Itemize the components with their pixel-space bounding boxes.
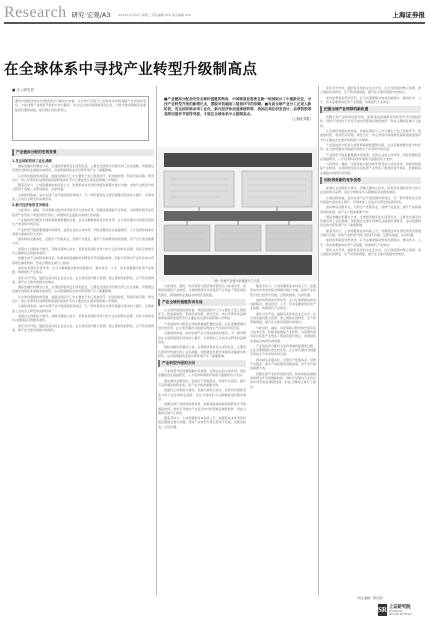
paragraph: 产业转型升级需要遵循市场规律，发挥企业的主体作用，同时需要政府在基础研究、人才培养和制度环境等方面提供有力支持。 [320,152,421,161]
paragraph: 产业链的再分配是全球资源重新配置的过程，企业需要根据自身比较优势，在全球范围内寻找最有利的生产布局和市场空间。 [250,343,316,357]
paragraph: 推动制造业服务化，发展生产性服务业，延伸产业链条，提升产品和服务的附加值，是产业升级的重要方向。 [12,237,154,246]
abstract-box [164,97,313,145]
publisher-logo [378,602,414,618]
lead-text: 要把中国经济放在世界经济的大格局中来看，从全球产业链分工的视角来审视我国产业结构的变化，才能找准产业转型升级的方向与路径。本文从全球价值链的演变出发，分析当前我国制造业面临的机遇和挑战，提出相应的政策建议。 [15,99,146,112]
paragraph: 加强自主创新能力建设，突破关键核心技术，培育具有国际竞争力的大企业和知名品牌，是在全球体系中占据制高点的根本途径。 [12,313,154,323]
paragraph: 国际金融危机爆发以来，全球经济格局发生深刻变化，主要发达国家纷纷提出再工业化战略，试图通过发展先进制造业重振实体经济，这对我国制造业的外部环境产生了重要影响。 [12,285,154,294]
paragraph: 把握全球产业转移的新趋势，积极承接高端制造和研发环节的国际转移，同时引导国内产业有序向中西部地区梯度转移，形成合理的区域分工格局。 [250,371,316,389]
paragraph: 从国际经验看，成功实现产业升级的国家和地区，无一例外都是在全球价值链中逐步向上攀升，从简单加工走向自主研发和品牌创造。 [320,195,421,204]
paragraph: 加强自主创新能力建设，突破关键核心技术，培育具有国际竞争力的大企业和知名品牌，是在全球体系中占据制高点的根本途径。 [158,388,246,401]
paragraph: 从全球价值链的角度看，我国在国际分工中主要处于加工组装环节，附加值较低，利润空间有限。研发设计、核心零部件和品牌营销等高附加值环节仍主要由发达国家的跨国公司掌控。 [158,307,246,321]
paragraph: 从全球价值链的角度看，我国在国际分工中主要处于加工组装环节，附加值较低，利润空间有限。研发设计、核心零部件和品牌营销等高附加值环节仍主要由发达国家的跨国公司掌控。 [320,129,421,142]
paragraph: 随着劳动力、土地等要素成本持续上升，依靠低成本优势的传统发展模式难以为继，加快产业转型升级已经刻不容缓，这既是挑战，也是机遇。 [250,284,316,297]
abstract-signature: （上海证券报） [289,117,313,121]
paragraph: 深化对外开放，鼓励有条件的企业走出去，在全球范围内整合资源，建立国际化的研发、生产和营销网络，提升在全球价值链中的地位。 [320,247,421,257]
section-heading: 产业链再分配的宏观背景 [12,149,154,156]
paragraph: 随着劳动力、土地等要素成本持续上升，依靠低成本优势的传统发展模式难以为继，加快产业转型升级已经刻不容缓，这既是挑战，也是机遇。 [320,228,421,238]
logo-subtitle: SHANGHAI SECURITIES NEWS [388,609,412,616]
column-4 [320,86,421,601]
minor-heading: 1.发达国家的再工业化战略 [12,159,52,163]
paragraph: 加快培育新的竞争优势，应当从要素驱动转向创新驱动，推动技术、人才、资本等要素向优势产业集聚，构建现代产业体系。 [320,238,421,247]
paragraph: 推动制造业服务化，发展生产性服务业，延伸产业链条，提升产品和服务的附加值，是产业升级的重要方向。 [320,205,421,214]
paragraph: 从国际经验看，成功实现产业升级的国家和地区，无一例外都是在全球价值链中逐步向上攀升，从简单加工走向自主研发和品牌创造。 [12,304,154,313]
paragraph: 从国际经验看，成功实现产业升级的国家和地区，无一例外都是在全球价值链中逐步向上攀升，从简单加工走向自主研发和品牌创造。 [158,331,246,344]
paragraph: 与此同时，越南、印度等新兴经济体凭借劳动力成本优势，积极承接国际产业转移，对我国传统劳动密集型产业形成了明显的替代效应，我国制造业面临双向挤压的局面。 [320,162,421,175]
editor-note: （责任编辑：研究部） [355,596,386,600]
paragraph: 把握全球产业转移的新趋势，积极承接高端制造和研发环节的国际转移，同时引导国内产业有序向中西部地区梯度转移，形成合理的区域分工格局。 [158,402,246,415]
paragraph: 深化对外开放，鼓励有条件的企业走出去，在全球范围内整合资源，建立国际化的研发、生产和营销网络，提升在全球价值链中的地位。 [12,323,154,332]
dateline: 2012年4月24日 星期二 责任编辑 XXX 美术编辑 XXX [118,13,191,17]
paragraph: 加快培育新的竞争优势，应当从要素驱动转向创新驱动，推动技术、人才、资本等要素向优势产业集聚，构建现代产业体系。 [320,95,421,104]
paragraph: 加快培育新的竞争优势，应当从要素驱动转向创新驱动，推动技术、人才、资本等要素向优势产业集聚，构建现代产业体系。 [12,265,154,275]
paragraph: 国际金融危机爆发以来，全球经济格局发生深刻变化，主要发达国家纷纷提出再工业化战略，试图通过发展先进制造业重振实体经济，这对我国制造业的外部环境产生了重要影响。 [12,164,154,173]
paragraph: 把握全球产业转移的新趋势，积极承接高端制造和研发环节的国际转移，同时引导国内产业有序向中西部地区梯度转移，形成合理的区域分工格局。 [12,256,154,265]
article-figure [158,147,318,281]
paragraph: 把握全球产业转移的新趋势，积极承接高端制造和研发环节的国际转移，同时引导国内产业有序向中西部地区梯度转移，形成合理的区域分工格局。 [320,115,421,128]
section-heading: 加快培育新的竞争优势 [320,177,421,184]
article-byline: ■ 文 / 研究员 [12,88,34,92]
paragraph: 随着劳动力、土地等要素成本持续上升，依靠低成本优势的传统发展模式难以为继，加快产业转型升级已经刻不容缓，这既是挑战，也是机遇。 [12,183,154,192]
paragraph: 从全球价值链的角度看，我国在国际分工中主要处于加工组装环节，附加值较低，利润空间有限。研发设计、核心零部件和品牌营销等高附加值环节仍主要由发达国家的跨国公司掌控。 [12,173,154,182]
article-headline: 在全球体系中寻找产业转型升级制高点 [4,62,258,78]
paragraph: 深化对外开放，鼓励有条件的企业走出去，在全球范围内整合资源，建立国际化的研发、生产和营销网络，提升在全球价值链中的地位。 [12,275,154,284]
paragraph: 产业转型升级需要遵循市场规律，发挥企业的主体作用，同时需要政府在基础研究、人才培养和制度环境等方面提供有力支持。 [12,227,154,236]
paragraph: 产业链的再分配是全球资源重新配置的过程，企业需要根据自身比较优势，在全球范围内寻找最有利的生产布局和市场空间。 [12,217,154,227]
section-heading: 产业全球价值链的再布局 [158,299,246,306]
masthead-rule [4,22,425,24]
masthead [4,3,425,21]
paragraph: 推动制造业服务化，发展生产性服务业，延伸产业链条，提升产品和服务的附加值，是产业升级的重要方向。 [250,357,316,371]
abstract-text: ■产业链再分配会改变全球价值链的格局，中国制造业需要在新一轮国际分工中重新定位，寻找产业转型升级的新增长点，摆脱对低端加工组装环节的依赖。■当前全球产业分工正进入新阶段，发达国家推动再工业化，新兴经济体加速承接转移，我国必须在研发设计、品牌营销等高附加值环节取得突破，才能在全球体系中占据制高点。 [164,97,312,116]
section-heading: 把握全球产业转移的新机遇 [320,106,421,113]
brand-title: Research [4,4,67,21]
paragraph: 推动制造业服务化，发展生产性服务业，延伸产业链条，提升产品和服务的附加值，是产业升级的重要方向。 [158,378,246,388]
section-label: 研究·宏观/A3 [71,11,111,19]
paragraph: 深化对外开放，鼓励有条件的企业走出去，在全球范围内整合资源，建立国际化的研发、生产和营销网络，提升在全球价值链中的地位。 [320,86,421,95]
column-divider [318,86,319,596]
column-3 [250,284,316,584]
paragraph: 加强自主创新能力建设，突破关键核心技术，培育具有国际竞争力的大企业和知名品牌，是在全球体系中占据制高点的根本途径。 [12,246,154,256]
value-chain-diagram [158,147,318,281]
paragraph: 国际金融危机爆发以来，全球经济格局发生深刻变化，主要发达国家纷纷提出再工业化战略，试图通过发展先进制造业重振实体经济，这对我国制造业的外部环境产生了重要影响。 [320,214,421,228]
paragraph: 国际金融危机爆发以来，全球经济格局发生深刻变化，主要发达国家纷纷提出再工业化战略，试图通过发展先进制造业重振实体经济，这对我国制造业的外部环境产生了重要影响。 [158,345,246,358]
paragraph: 加强自主创新能力建设，突破关键核心技术，培育具有国际竞争力的大企业和知名品牌，是在全球体系中占据制高点的根本途径。 [320,186,421,195]
logo-name: 上证研究院 [388,604,411,610]
paragraph: 产业链的再分配是全球资源重新配置的过程，企业需要根据自身比较优势，在全球范围内寻找最有利的生产布局和市场空间。 [158,321,246,331]
lead-box [12,96,149,141]
paragraph: 产业转型升级需要遵循市场规律，发挥企业的主体作用，同时需要政府在基础研究、人才培养和制度环境等方面提供有力支持。 [158,369,246,378]
column-1 [12,147,154,579]
section-heading: 产业转型升级的方向 [158,360,246,367]
paragraph: 加快培育新的竞争优势，应当从要素驱动转向创新驱动，推动技术、人才、资本等要素向优势产业集聚，构建现代产业体系。 [250,297,316,311]
paragraph: 随着劳动力、土地等要素成本持续上升，依靠低成本优势的传统发展模式难以为继，加快产业转型升级已经刻不容缓，这既是挑战，也是机遇。 [158,416,246,429]
paragraph: 与此同时，越南、印度等新兴经济体凭借劳动力成本优势，积极承接国际产业转移，对我国传统劳动密集型产业形成了明显的替代效应，我国制造业面临双向挤压的局面。 [12,208,154,217]
paragraph: 从国际经验看，成功实现产业升级的国家和地区，无一例外都是在全球价值链中逐步向上攀升，从简单加工走向自主研发和品牌创造。 [12,192,154,202]
paragraph: 与此同时，越南、印度等新兴经济体凭借劳动力成本优势，积极承接国际产业转移，对我国传统劳动密集型产业形成了明显的替代效应，我国制造业面临双向挤压的局面。 [250,325,316,343]
figure-caption: 图：全球产业链与价值链分工示意 [214,279,260,283]
minor-heading: 2.新兴经济体的竞争格局 [12,203,49,208]
logo-mark: SR [378,606,387,614]
paper-name: 上海证券报 [392,11,425,19]
paragraph: 与此同时，越南、印度等新兴经济体凭借劳动力成本优势，积极承接国际产业转移，对我国传统劳动密集型产业形成了明显的替代效应，我国制造业面临双向挤压的局面。 [158,284,246,297]
paragraph: 从全球价值链的角度看，我国在国际分工中主要处于加工组装环节，附加值较低，利润空间有限。研发设计、核心零部件和品牌营销等高附加值环节仍主要由发达国家的跨国公司掌控。 [12,294,154,304]
column-2 [158,284,246,584]
paragraph: 深化对外开放，鼓励有条件的企业走出去，在全球范围内整合资源，建立国际化的研发、生产和营销网络，提升在全球价值链中的地位。 [250,311,316,325]
paragraph: 产业链的再分配是全球资源重新配置的过程，企业需要根据自身比较优势，在全球范围内寻找最有利的生产布局和市场空间。 [320,142,421,152]
column-divider [156,86,157,596]
